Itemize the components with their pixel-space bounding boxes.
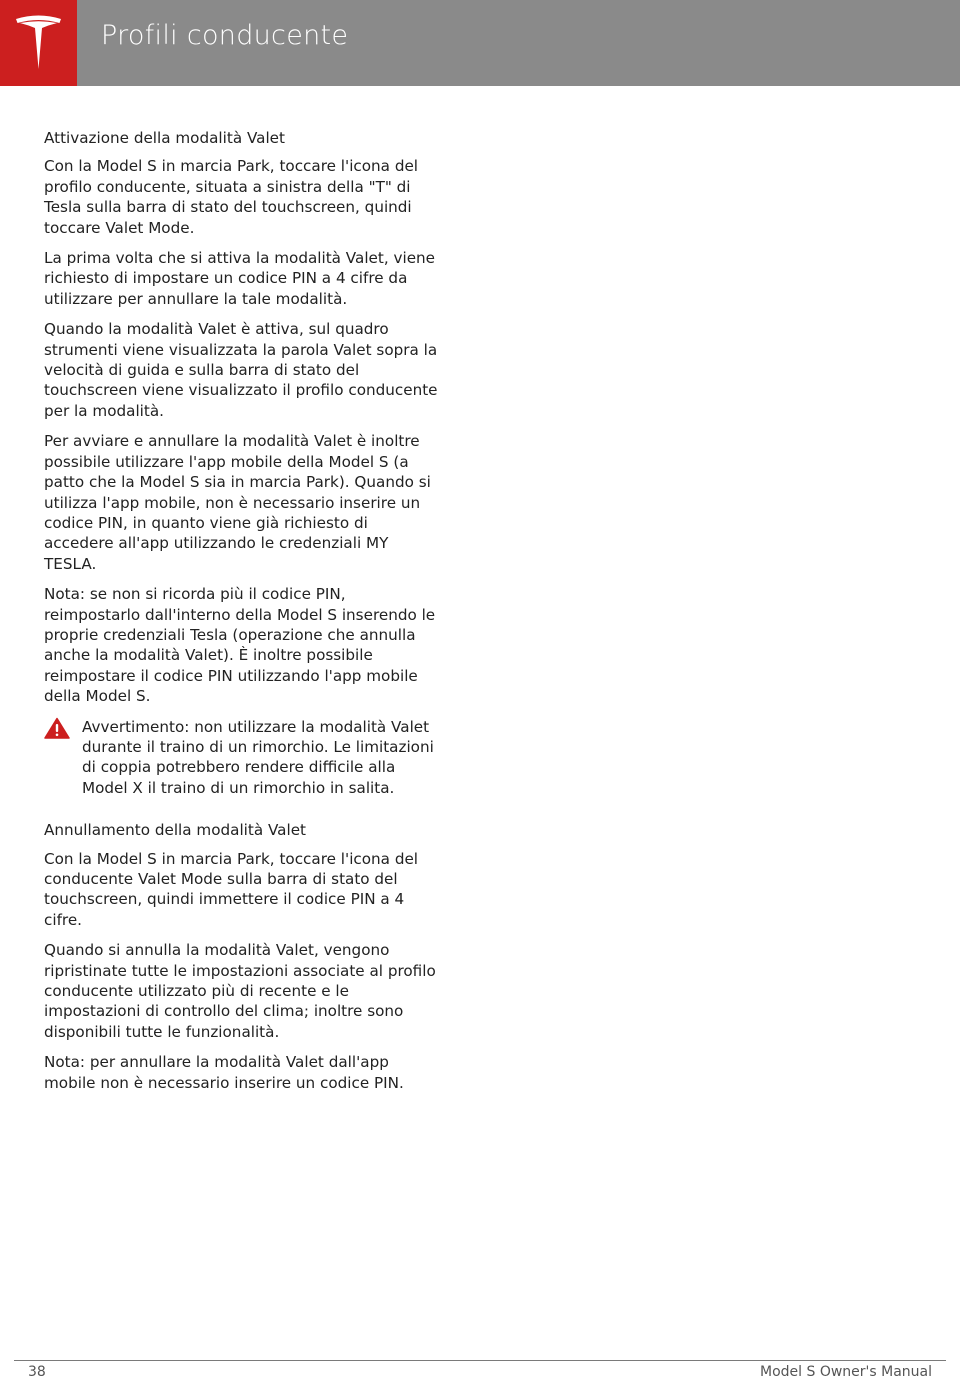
paragraph: La prima volta che si attiva la modalità Valet, viene richiesto di impostare un codice PIN a 4 cifre da utilizzare per annullare la tale modalità. <box>44 249 436 308</box>
page-title: Profili conducente <box>101 20 349 51</box>
section-heading-cancellation: Annullamento della modalità Valet <box>44 821 307 840</box>
paragraph: Per avviare e annullare la modalità Valet è inoltre possibile utilizzare l'app mobile della Model S (a patto che la Model S sia in marcia Park). Quando si utilizza l'app mobile, non è necessario inserire un codice PIN, in quanto viene già richiesto di accedere all'app utilizzando le credenziali MY TESLA. <box>44 432 431 573</box>
footer-divider <box>14 1360 946 1361</box>
section-heading-activation: Attivazione della modalità Valet <box>44 129 285 147</box>
paragraph: Con la Model S in marcia Park, toccare l'icona del conducente Valet Mode sulla barra di stato del touchscreen, quindi immettere il codice PIN a 4 cifre. <box>44 849 419 929</box>
tesla-logo-icon <box>14 13 63 71</box>
main-content <box>44 128 439 1103</box>
brand-logo-box <box>0 0 77 86</box>
paragraph: Con la Model S in marcia Park, toccare l'icona del profilo conducente, situata a sinistra della "T" di Tesla sulla barra di stato del touchscreen, quindi toccare Valet Mode. <box>44 157 419 237</box>
manual-title: Model S Owner's Manual <box>760 1364 932 1380</box>
page-header <box>0 0 960 86</box>
paragraph: Quando la modalità Valet è attiva, sul quadro strumenti viene visualizzata la parola Valet sopra la velocità di guida e sulla barra di stato del touchscreen viene visualizzato il profilo conducente per la modalità. <box>44 320 438 420</box>
warning-triangle-icon <box>44 717 70 739</box>
warning-text: Avvertimento: non utilizzare la modalità Valet durante il traino di un rimorchio. Le limitazioni di coppia potrebbero rendere difficile alla Model X il traino di un rimorchio in salita. <box>82 717 434 797</box>
warning-block <box>44 717 439 799</box>
paragraph: Quando si annulla la modalità Valet, vengono ripristinate tutte le impostazioni associate al profilo conducente utilizzato più di recente e le impostazioni di controllo del clima; inoltre sono disponibili tutte le funzionalità. <box>44 941 436 1041</box>
page-number: 38 <box>28 1364 46 1380</box>
note-paragraph: Nota: se non si ricorda più il codice PIN, reimpostarlo dall'interno della Model S inserendo le proprie credenziali Tesla (operazione che annulla anche la modalità Valet). È inoltre possibile reimpostare il codice PIN utilizzando l'app mobile della Model S. <box>44 585 436 706</box>
note-paragraph: Nota: per annullare la modalità Valet dall'app mobile non è necessario inserire un codice PIN. <box>44 1053 404 1092</box>
